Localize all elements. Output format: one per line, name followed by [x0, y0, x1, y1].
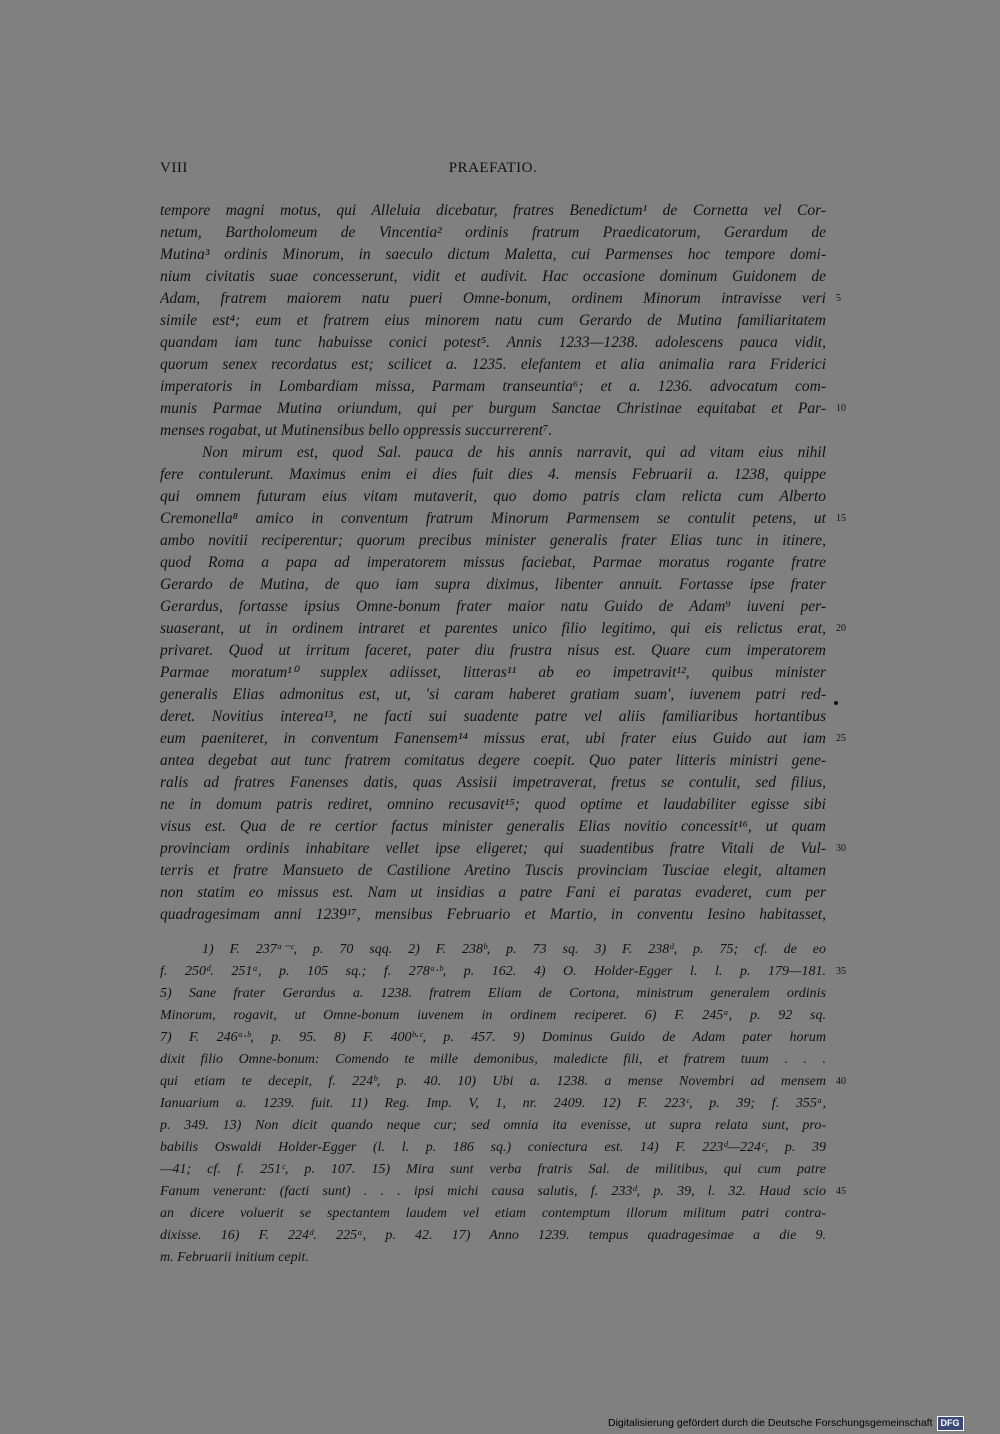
body-line: munis Parmae Mutina oriundum, qui per burgum Sanctae Christinae equitabat et Par- — [160, 400, 826, 417]
body-line: quadragesimam anni 1239¹⁷, mensibus Februario et Martio, in conventu Iesino habitasset, — [160, 906, 826, 923]
body-line: Adam, fratrem maiorem natu pueri Omne-bonum, ordinem Minorum intravisse veri — [160, 290, 826, 307]
footnote-line: 1) F. 237ᵃ⁻ᶜ, p. 70 sqq. 2) F. 238ᵇ, p. 73 sq. 3) F. 238ᵈ, p. 75; cf. de eo — [202, 942, 826, 957]
line-number: 45 — [836, 1186, 846, 1197]
body-line: deret. Novitius interea¹³, ne facti sui suadente patre vel aliis familiaribus hortantibus — [160, 708, 826, 725]
body-line: quorum senex recordatus est; scilicet a. 1235. elefantem et alia animalia rara Friderici — [160, 356, 826, 373]
footnote-line: qui etiam te decepit, f. 224ᵇ, p. 40. 10) Ubi a. 1238. a mense Novembri ad mensem — [160, 1074, 826, 1089]
line-number: 5 — [836, 293, 841, 304]
body-text — [160, 200, 826, 926]
running-head — [160, 160, 826, 180]
line-number: 20 — [836, 623, 846, 634]
page-folio: VIII — [160, 160, 188, 176]
footnote-line: an dicere voluerit se spectantem laudem vel etiam contemptum illorum militum patri contra- — [160, 1206, 826, 1221]
body-line: simile est⁴; eum et fratrem eius minorem natu cum Gerardo de Mutina familiaritatem — [160, 312, 826, 329]
footnote-line: p. 349. 13) Non dicit quando neque cur; sed omnia ita evenisse, ut supra relata sunt, pro- — [160, 1118, 826, 1133]
footnote-line: Fanum venerant: (facti sunt) . . . ipsi michi causa salutis, f. 233ᵈ, p. 39, l. 32. Haud scio — [160, 1184, 826, 1199]
body-line: ralis ad fratres Fanenses datis, quas Assisii impetraverat, fretus se contulit, sed filius, — [160, 774, 826, 791]
stray-mark — [834, 701, 838, 705]
body-line: ambo novitii reciperentur; quorum precibus minister generalis frater Elias tunc in itinere, — [160, 532, 826, 549]
body-line: Parmae moratum¹⁰ supplex adiisset, litteras¹¹ ab eo impetravit¹², quibus minister — [160, 664, 826, 681]
footnote-line: dixit filio Omne-bonum: Comendo te mille demonibus, maledicte fili, et fratrem tuum . . . — [160, 1052, 826, 1067]
body-line: Gerardus, fortasse ipsius Omne-bonum frater maior natu Guido de Adam⁹ iuveni per- — [160, 598, 826, 615]
body-line: qui omnem futuram eius vitam mutaverit, quo domo patris clam relicta cum Alberto — [160, 488, 826, 505]
body-line: Cremonella⁸ amico in conventum fratrum Minorum Parmensem se contulit petens, ut — [160, 510, 826, 527]
line-number: 35 — [836, 966, 846, 977]
body-line: suaserant, ut in ordinem intraret et parentes unico filio legitimo, qui eis relictus erat, — [160, 620, 826, 637]
line-number: 25 — [836, 733, 846, 744]
body-line: quod Roma a papa ad imperatorem missus faciebat, Parmae moratus rogante fratre — [160, 554, 826, 571]
footnote-line: f. 250ᵈ. 251ᵃ, p. 105 sq.; f. 278ᵃ·ᵇ, p. 162. 4) O. Holder-Egger l. l. p. 179—181. — [160, 964, 826, 979]
body-line: nium civitatis suae concesserunt, vidit et audivit. Hac occasione dominum Guidonem de — [160, 268, 826, 285]
body-line: Non mirum est, quod Sal. pauca de his annis narravit, qui ad vitam eius nihil — [202, 444, 826, 461]
footnote-line: Minorum, rogavit, ut Omne-bonum iuvenem in ordinem reciperet. 6) F. 245ᵃ, p. 92 sq. — [160, 1008, 826, 1023]
line-number: 30 — [836, 843, 846, 854]
footnotes — [160, 939, 826, 1269]
body-line: netum, Bartholomeum de Vincentia² ordinis fratrum Praedicatorum, Gerardum de — [160, 224, 826, 241]
body-line: terris et fratre Mansueto de Castilione Aretino Tuscis provinciam Tusciae elegit, altamen — [160, 862, 826, 879]
body-line: generalis Elias admonitus est, ut, 'si caram haberet gratiam suam', iuvenem patri red- — [160, 686, 826, 703]
footnote-line: 5) Sane frater Gerardus a. 1238. fratrem Eliam de Cortona, ministrum generalem ordinis — [160, 986, 826, 1001]
footer-credit: Digitalisierung gefördert durch die Deutsche Forschungsgemeinschaft — [608, 1417, 933, 1429]
body-line: ne in domum patris rediret, omnino recusavit¹⁵; quod optime et laudabiliter egisse sibi — [160, 796, 826, 813]
footnote-line: —41; cf. f. 251ᶜ, p. 107. 15) Mira sunt verba fratris Sal. de militibus, qui cum patre — [160, 1162, 826, 1177]
body-line: eum paeniteret, in conventum Fanensem¹⁴ missus erat, ubi frater eius Guido aut iam — [160, 730, 826, 747]
line-number: 40 — [836, 1076, 846, 1087]
body-line: provinciam ordinis inhabitare vellet ipse eligeret; qui suadentibus fratre Vitali de Vul- — [160, 840, 826, 857]
footnote-line: m. Februarii initium cepit. — [160, 1250, 309, 1265]
running-title: PRAEFATIO. — [448, 160, 538, 176]
body-line: tempore magni motus, qui Alleluia dicebatur, fratres Benedictum¹ de Cornetta vel Cor- — [160, 202, 826, 219]
body-line: Gerardo de Mutina, de quo iam supra diximus, libenter annuit. Fortasse ipse frater — [160, 576, 826, 593]
body-line: Mutina³ ordinis Minorum, in saeculo dictum Maletta, cui Parmenses hoc tempore domi- — [160, 246, 826, 263]
body-line: non statim eo missus est. Nam ut insidias a patre Fani ei paratas evaderet, cum per — [160, 884, 826, 901]
body-line: menses rogabat, ut Mutinensibus bello oppressis succurrerent⁷. — [160, 422, 553, 439]
body-line: visus est. Qua de re certior factus minister generalis Elias novitio concessit¹⁶, ut quam — [160, 818, 826, 835]
body-line: privaret. Quod ut irritum faceret, pater diu frustra nisus est. Quare cum imperatorem — [160, 642, 826, 659]
body-line: antea degebat aut tunc fratrem comitatus degere coepit. Quo pater litteris ministri gene- — [160, 752, 826, 769]
line-number: 15 — [836, 513, 846, 524]
footnote-line: dixisse. 16) F. 224ᵈ. 225ᵃ, p. 42. 17) Anno 1239. tempus quadragesimae a die 9. — [160, 1228, 826, 1243]
body-line: imperatoris in Lombardiam missa, Parmam transeuntia⁶; et a. 1236. advocatum com- — [160, 378, 826, 395]
dfg-logo: DFG — [937, 1416, 964, 1431]
body-line: fere contulerunt. Maximus enim ei dies fuit dies 4. mensis Februarii a. 1238, quippe — [160, 466, 826, 483]
digitization-footer — [608, 1416, 964, 1430]
footnote-line: babilis Oswaldi Holder-Egger (l. l. p. 186 sq.) coniectura est. 14) F. 223ᵈ—224ᶜ, p. 39 — [160, 1140, 826, 1155]
body-line: quandam iam tunc habuisse conici potest⁵. Annis 1233—1238. adolescens pauca vidit, — [160, 334, 826, 351]
footnote-line: Ianuarium a. 1239. fuit. 11) Reg. Imp. V, 1, nr. 2409. 12) F. 223ᶜ, p. 39; f. 355ᵃ, — [160, 1096, 826, 1111]
footnote-line: 7) F. 246ᵃ·ᵇ, p. 95. 8) F. 400ᵇ·ᶜ, p. 457. 9) Dominus Guido de Adam pater horum — [160, 1030, 826, 1045]
line-number: 10 — [836, 403, 846, 414]
